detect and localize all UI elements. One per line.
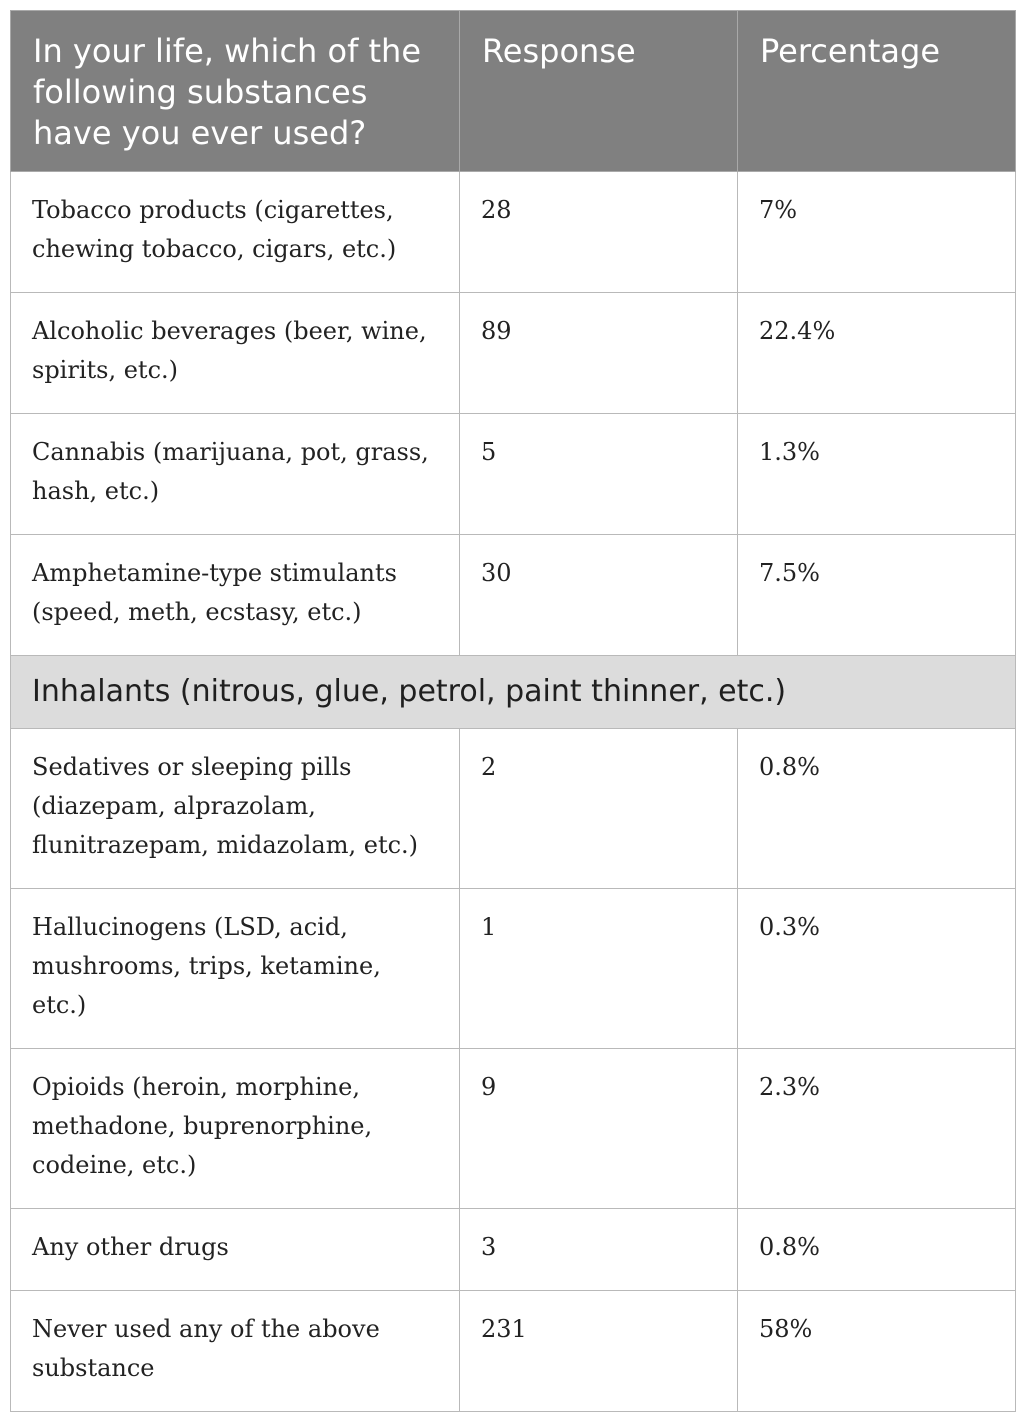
percentage-cell: 58% [738,1291,1016,1412]
table-row [11,1209,1016,1291]
table-row [11,1291,1016,1412]
header-percentage: Percentage [738,11,1016,172]
percentage-cell: 22.4% [738,293,1016,414]
percentage-cell: 7.5% [738,535,1016,656]
table-row [11,889,1016,1049]
substance-cell: Opioids (heroin, morphine, methadone, buprenorphine, codeine, etc.) [11,1049,460,1209]
response-cell: 89 [460,293,738,414]
substance-cell: Sedatives or sleeping pills (diazepam, alprazolam, flunitrazepam, midazolam, etc.) [11,729,460,889]
response-cell: 28 [460,172,738,293]
substance-cell: Tobacco products (cigarettes, chewing tobacco, cigars, etc.) [11,172,460,293]
response-cell: 1 [460,889,738,1049]
response-cell: 231 [460,1291,738,1412]
percentage-cell: 1.3% [738,414,1016,535]
table-row [11,293,1016,414]
response-cell: 5 [460,414,738,535]
percentage-cell: 2.3% [738,1049,1016,1209]
substance-cell: Hallucinogens (LSD, acid, mushrooms, trips, ketamine, etc.) [11,889,460,1049]
response-cell: 2 [460,729,738,889]
table-row [11,1049,1016,1209]
header-substance-question: In your life, which of the following substances have you ever used? [11,11,460,172]
substance-cell: Amphetamine-type stimulants (speed, meth, ecstasy, etc.) [11,535,460,656]
header-response: Response [460,11,738,172]
substance-cell: Any other drugs [11,1209,460,1291]
table-row [11,172,1016,293]
substance-cell: Cannabis (marijuana, pot, grass, hash, etc.) [11,414,460,535]
header-row [11,11,1016,172]
percentage-cell: 0.3% [738,889,1016,1049]
substance-cell: Never used any of the above substance [11,1291,460,1412]
table-row [11,414,1016,535]
percentage-cell: 0.8% [738,1209,1016,1291]
response-cell: 9 [460,1049,738,1209]
percentage-cell: 7% [738,172,1016,293]
table-row [11,535,1016,656]
substance-cell: Alcoholic beverages (beer, wine, spirits, etc.) [11,293,460,414]
section-row [11,656,1016,729]
table-row [11,729,1016,889]
section-heading-inhalants: Inhalants (nitrous, glue, petrol, paint thinner, etc.) [11,656,1016,729]
response-cell: 30 [460,535,738,656]
response-cell: 3 [460,1209,738,1291]
percentage-cell: 0.8% [738,729,1016,889]
substance-use-table [10,10,1016,1412]
